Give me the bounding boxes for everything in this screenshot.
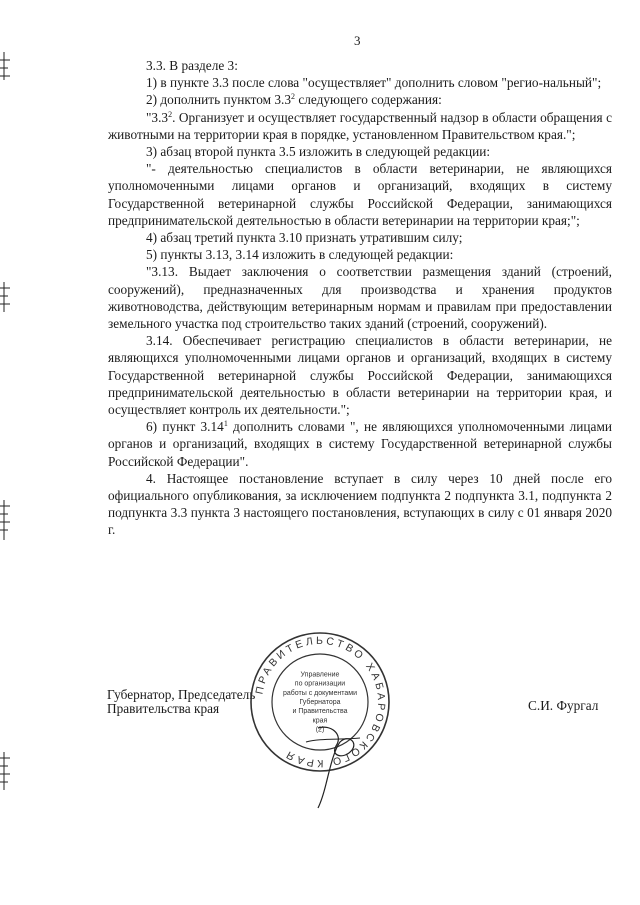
seal-center-line: Управление <box>300 671 340 679</box>
seal-center-line: по организации <box>294 680 346 688</box>
signatory-name: С.И. Фургал <box>528 698 599 713</box>
paragraph-text: . Организует и осуществляет государственный надзор в области обращения с животными на территории края в порядке, установленном Правительством края."; <box>108 109 612 142</box>
paragraph-text: 6) пункт 3.14 <box>146 419 224 435</box>
paragraph-text: 2) дополнить пунктом 3.3 <box>146 92 292 108</box>
superscript: 1 <box>223 419 228 429</box>
superscript: 2 <box>168 109 173 119</box>
page-number: 3 <box>354 33 361 48</box>
seal-center-line: края <box>312 717 328 725</box>
paragraph: 4. Настоящее постановление вступает в силу через 10 дней после его официального опубликования, за исключением подпункта 2 подпункта 3.1, подпункта 2 подпункта 3.3 пункта 3 настоящего постановления, вступающих в силу с 01 января 2020 г. <box>108 470 612 538</box>
paragraph <box>108 91 612 108</box>
document-body <box>108 57 612 539</box>
paragraph: 1) в пункте 3.3 после слова "осуществляет" дополнить словом "регио-нальный"; <box>146 75 602 91</box>
paragraph: 4) абзац третий пункта 3.10 признать утратившим силу; <box>146 230 463 246</box>
signatory-position <box>107 688 255 716</box>
binding-marks <box>0 0 14 905</box>
paragraph: 5) пункты 3.13, 3.14 изложить в следующей редакции: <box>146 247 454 263</box>
seal-center-line: и Правительства <box>292 708 348 716</box>
paragraph <box>108 109 612 143</box>
svg-text:ПРАВИТЕЛЬСТВО ХАБАРОВСКОГО КРА: ПРАВИТЕЛЬСТВО ХАБАРОВСКОГО КРАЯ <box>253 634 388 770</box>
paragraph-text: "3.3 <box>146 109 169 125</box>
seal-center-line: Губернатора <box>299 699 341 706</box>
paragraph <box>108 418 612 470</box>
seal-center-line: работы с документами <box>282 689 358 697</box>
signatory-position-line2: Правительства края <box>107 701 220 716</box>
paragraph: 3) абзац второй пункта 3.5 изложить в следующей редакции: <box>146 144 491 160</box>
signatory-position-line1: Губернатор, Председатель <box>107 687 256 702</box>
paragraph: "- деятельностью специалистов в области ветеринарии, не являющихся уполномоченными лицами органов и организаций, входящих в систему Государственной ветеринарной службы Российской Федерации, занимающихся предпринимательской деятельностью в области ветеринарии на территории края;"; <box>108 161 612 228</box>
superscript: 2 <box>291 92 296 102</box>
paragraph: 3.3. В разделе 3: <box>146 58 238 73</box>
paragraph-text: следующего содержания: <box>295 92 442 108</box>
seal-center-line: (2) <box>315 726 325 734</box>
paragraph-text: дополнить словами ", не являющихся уполномоченными лицами органов и организаций, входящих в систему Государственной ветеринарной службы Российской Федерации". <box>108 419 612 469</box>
handwritten-signature <box>300 720 380 810</box>
paragraph: "3.13. Выдает заключения о соответствии размещения зданий (строений, сооружений), предназначенных для производства и хранения продуктов животноводства, действующим ветеринарным нормам и правилам при предоставлении земельного участка под строительство таких зданий (строений, сооружений). <box>108 264 612 332</box>
paragraph: 3.14. Обеспечивает регистрацию специалистов в области ветеринарии, не являющихся уполномоченными лицами органов и организаций, входящих в систему Государственной ветеринарной службы Российской Федерации, занимающихся предпринимательской деятельностью в области ветеринарии на территории края, и осуществляет контроль их деятельности."; <box>108 333 612 418</box>
